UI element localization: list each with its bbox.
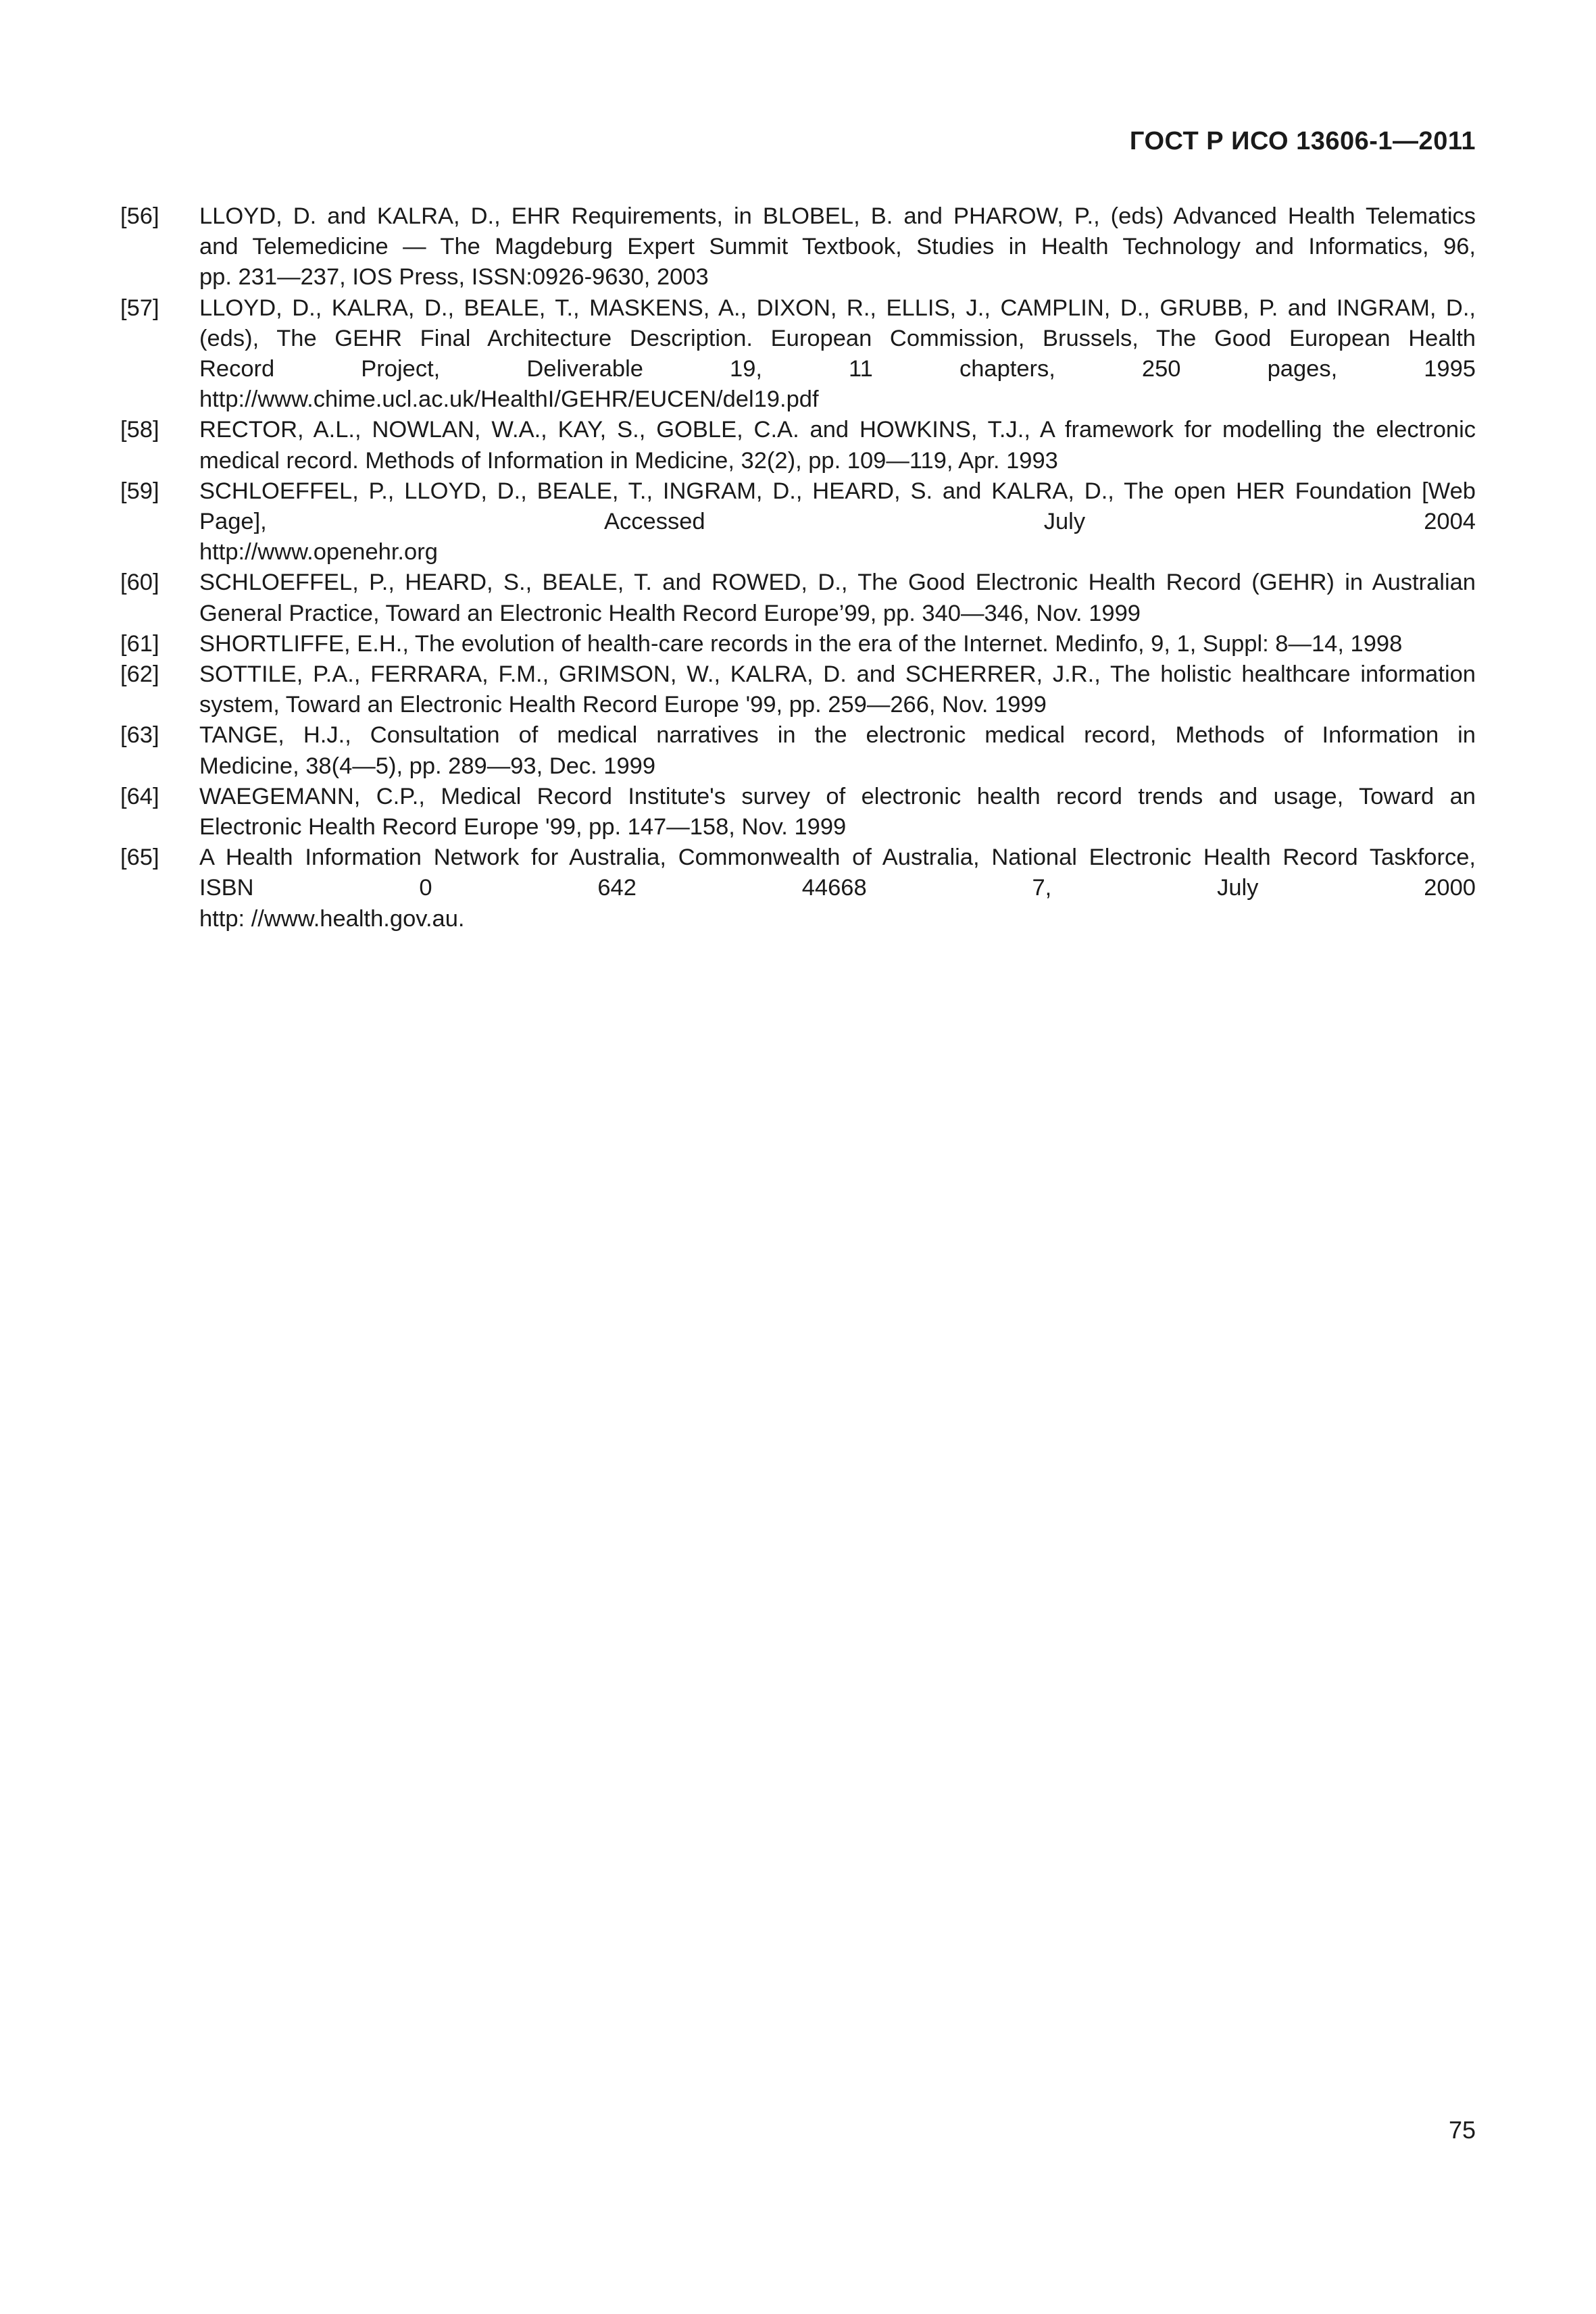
reference-text-line: Record Project, Deliverable 19, 11 chapters, 250 pages, 1995 xyxy=(199,356,1476,382)
reference-number: [58] xyxy=(120,417,159,443)
reference-number: [57] xyxy=(120,295,159,321)
reference-entry xyxy=(120,293,1476,416)
reference-entry xyxy=(120,659,1476,720)
reference-number: [64] xyxy=(120,783,159,809)
reference-text-line: http://www.openehr.org xyxy=(199,539,438,565)
reference-text-line: system, Toward an Electronic Health Record Europe '99, pp. 259—266, Nov. 1999 xyxy=(199,692,1047,718)
reference-text-line: medical record. Methods of Information in Medicine, 32(2), pp. 109—119, Apr. 1993 xyxy=(199,447,1058,474)
reference-text-line: and Telemedicine — The Magdeburg Expert Summit Textbook, Studies in Health Technology and Informatics, 96, xyxy=(199,234,1476,260)
reference-text-line: RECTOR, A.L., NOWLAN, W.A., KAY, S., GOBLE, C.A. and HOWKINS, T.J., A framework for modelling the electronic xyxy=(199,417,1476,443)
reference-text-line: (eds), The GEHR Final Architecture Description. European Commission, Brussels, The Good European Health xyxy=(199,325,1476,351)
reference-number: [62] xyxy=(120,661,159,688)
reference-entry xyxy=(120,568,1476,628)
reference-number: [59] xyxy=(120,478,159,504)
reference-text-line: LLOYD, D., KALRA, D., BEALE, T., MASKENS, A., DIXON, R., ELLIS, J., CAMPLIN, D., GRUBB, P. and INGRAM, D., xyxy=(199,295,1476,321)
reference-text-line: WAEGEMANN, C.P., Medical Record Institute's survey of electronic health record trends and usage, Toward an xyxy=(199,783,1476,809)
reference-number: [61] xyxy=(120,630,159,657)
reference-number: [56] xyxy=(120,203,159,229)
reference-text-line: SHORTLIFFE, E.H., The evolution of health-care records in the era of the Internet. Medinfo, 9, 1, Suppl: 8—14, 1998 xyxy=(199,630,1403,657)
reference-text-line: http: //www.health.gov.au. xyxy=(199,905,465,932)
reference-entry xyxy=(120,629,1476,659)
reference-text-line: SOTTILE, P.A., FERRARA, F.M., GRIMSON, W., KALRA, D. and SCHERRER, J.R., The holistic healthcare information xyxy=(199,661,1476,688)
page-number: 75 xyxy=(1448,2116,1476,2144)
reference-entry xyxy=(120,201,1476,293)
reference-entry xyxy=(120,476,1476,568)
reference-text-line: SCHLOEFFEL, P., HEARD, S., BEALE, T. and ROWED, D., The Good Electronic Health Record (GEHR) in Australian xyxy=(199,570,1476,596)
reference-text-line: http://www.chime.ucl.ac.uk/HealthI/GEHR/EUCEN/del19.pdf xyxy=(199,386,819,413)
reference-number: [65] xyxy=(120,845,159,871)
reference-text-line: A Health Information Network for Australia, Commonwealth of Australia, National Electronic Health Record Taskforce, xyxy=(199,845,1476,871)
reference-text-line: SCHLOEFFEL, P., LLOYD, D., BEALE, T., INGRAM, D., HEARD, S. and KALRA, D., The open HER Foundation [Web xyxy=(199,478,1476,504)
reference-text-line: Medicine, 38(4—5), pp. 289—93, Dec. 1999 xyxy=(199,753,656,779)
bibliography-list xyxy=(120,201,1476,934)
reference-text-line: Page], Accessed July 2004 xyxy=(199,509,1476,535)
reference-entry xyxy=(120,782,1476,842)
reference-text-line: pp. 231—237, IOS Press, ISSN:0926-9630, 2003 xyxy=(199,264,709,291)
reference-text-line: LLOYD, D. and KALRA, D., EHR Requirements, in BLOBEL, B. and PHAROW, P., (eds) Advanced Health Telematics xyxy=(199,203,1476,229)
reference-number: [60] xyxy=(120,570,159,596)
reference-text-line: Electronic Health Record Europe '99, pp. 147—158, Nov. 1999 xyxy=(199,814,847,840)
document-header: ГОСТ Р ИСО 13606-1—2011 xyxy=(1129,127,1476,155)
reference-entry xyxy=(120,720,1476,781)
reference-entry xyxy=(120,842,1476,934)
reference-entry xyxy=(120,415,1476,476)
reference-text-line: TANGE, H.J., Consultation of medical narratives in the electronic medical record, Methods of Information in xyxy=(199,722,1476,749)
reference-text-line: ISBN 0 642 44668 7, July 2000 xyxy=(199,875,1476,901)
reference-text-line: General Practice, Toward an Electronic Health Record Europe’99, pp. 340—346, Nov. 1999 xyxy=(199,600,1141,626)
reference-number: [63] xyxy=(120,722,159,749)
